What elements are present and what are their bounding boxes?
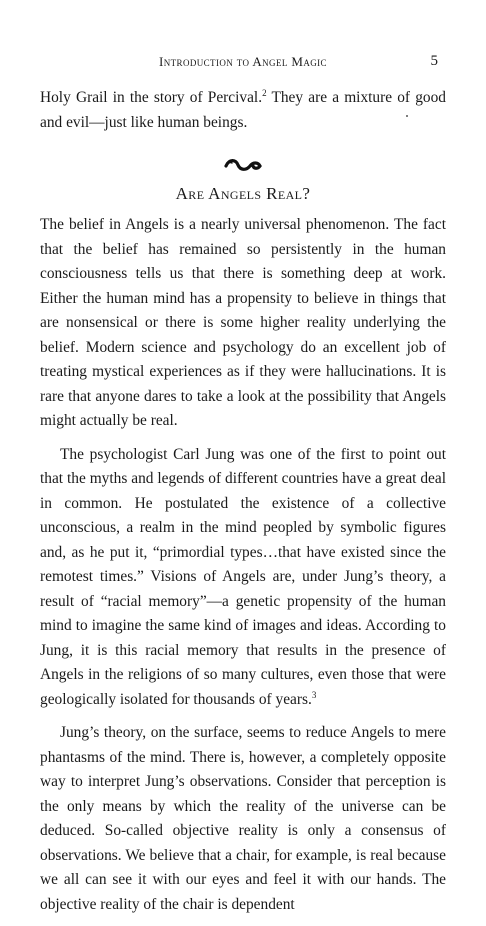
running-title: Introduction to Angel Magic [159,54,327,69]
continuation-text-end: They are a mixture of good and evil—just like human beings. [40,89,446,131]
page-number: 5 [430,53,438,69]
section-heading: Are Angels Real? [175,184,311,203]
running-head [40,54,446,76]
paragraph [40,443,446,713]
paragraph [40,721,446,917]
continuation-text-start: Holy Grail in the story of Percival. [40,89,263,106]
continuation-paragraph [40,86,446,135]
swash-ornament-icon [40,157,446,179]
paragraph-text: Jung’s theory, on the surface, seems to reduce Angels to mere phantasms of the mind. There is, however, a completely opposite way to interpret Jung’s observations. Consider that perception is the only means by which the reality of the universe can be deduced. So-called objective reality is only a consensus of observations. We believe that a chair, for example, is real because we all can see it with our eyes and feel it with our hands. The objective reality of the chair is dependent [40,724,446,913]
paragraph-text: The belief in Angels is a nearly universal phenomenon. The fact that the belief has remained so persistently in the human consciousness tells us that there is something deep at work. Either the human mind has a propensity to believe in things that are nonsensical or there is some higher reality underlying the belief. Modern science and psychology do an excellent job of treating mystical experiences as if they were hallucinations. It is rare that anyone dares to take a look at the possibility that Angels might actually be real. [40,216,446,429]
paragraph [40,213,446,434]
body-text [40,86,446,926]
footnote-marker: 3 [311,689,317,700]
paragraph-text: The psychologist Carl Jung was one of the first to point out that the myths and legends of different countries have a great deal in common. He postulated the existence of a collective unconscious, a realm in the mind peopled by symbolic figures and, as he put it, “primordial types…that have existed since the remotest times.” Visions of Angels are, under Jung’s theory, a result of “racial memory”—a genetic propensity of the human mind to imagine the same kind of images and ideas. According to Jung, it is this racial memory that results in the presence of Angels in the religions of so many cultures, even those that were geologically isolated for thousands of years. [40,445,446,708]
footnote-marker: 2 [262,88,267,98]
